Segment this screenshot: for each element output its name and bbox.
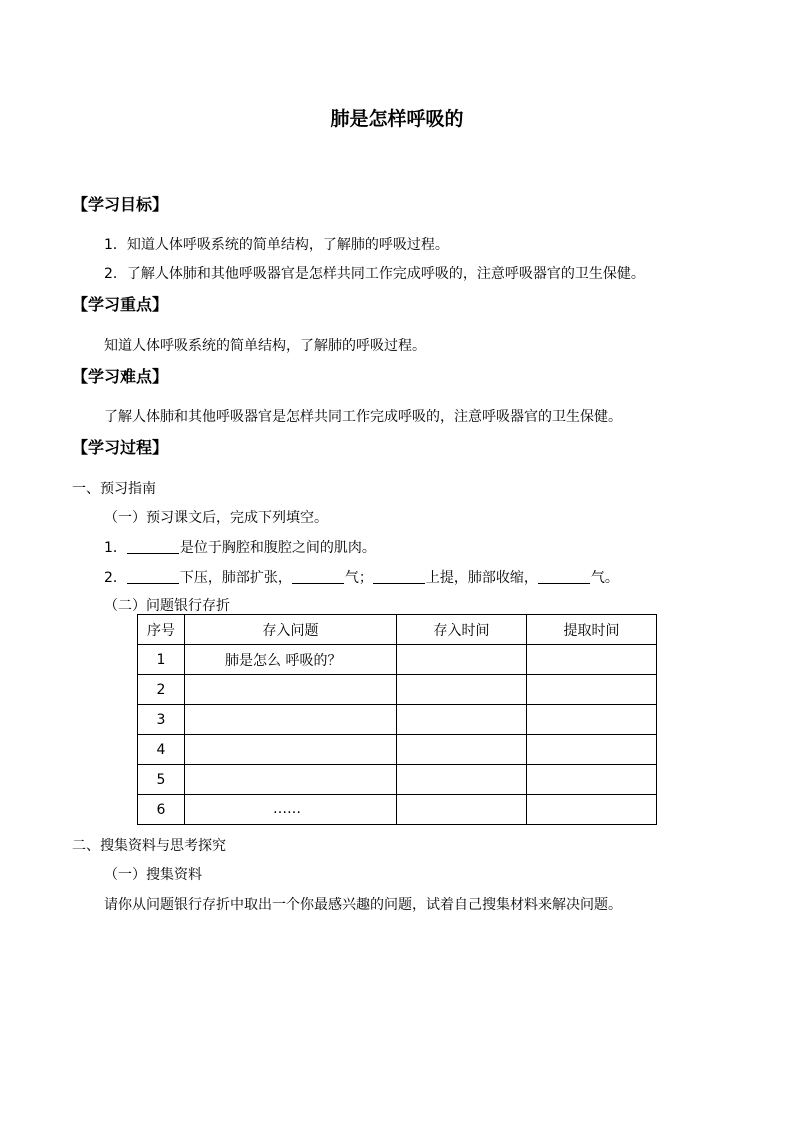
table-row (138, 765, 657, 795)
part1-title: 一、预习指南 (72, 481, 156, 497)
header-cell: 提取时间 (527, 615, 657, 645)
q1-number: 1． (104, 540, 127, 556)
answer-blank[interactable] (292, 569, 344, 584)
key-heading: 【学习重点】 (72, 295, 169, 314)
question-cell[interactable]: 肺是怎么 呼吸的？ (185, 645, 397, 675)
difficulty-heading: 【学习难点】 (72, 367, 169, 386)
fill-question-2 (104, 567, 619, 587)
key-text: 知道人体呼吸系统的简单结构，了解肺的呼吸过程。 (104, 338, 426, 354)
deposit-time-cell[interactable] (397, 795, 527, 825)
question-bank-table (137, 614, 657, 825)
question-cell[interactable] (185, 675, 397, 705)
row-number: 5 (138, 765, 185, 795)
withdraw-time-cell[interactable] (527, 675, 657, 705)
table-row (138, 645, 657, 675)
question-cell[interactable] (185, 765, 397, 795)
answer-blank[interactable] (127, 539, 179, 554)
answer-blank[interactable] (373, 569, 425, 584)
table-row (138, 795, 657, 825)
row-number: 3 (138, 705, 185, 735)
withdraw-time-cell[interactable] (527, 795, 657, 825)
table-row (138, 735, 657, 765)
table-header-row (138, 615, 657, 645)
page-title: 肺是怎样呼吸的 (330, 108, 464, 130)
deposit-time-cell[interactable] (397, 765, 527, 795)
q2-text-d: 气。 (590, 570, 619, 586)
row-number: 2 (138, 675, 185, 705)
process-heading: 【学习过程】 (72, 438, 169, 457)
question-cell[interactable] (185, 705, 397, 735)
part2-title: 二、搜集资料与思考探究 (72, 838, 226, 854)
header-cell: 存入问题 (185, 615, 397, 645)
goal-item-1: 1．知道人体呼吸系统的简单结构，了解肺的呼吸过程。 (104, 237, 449, 253)
difficulty-text: 了解人体肺和其他呼吸器官是怎样共同工作完成呼吸的，注意呼吸器官的卫生保健。 (104, 409, 622, 425)
withdraw-time-cell[interactable] (527, 765, 657, 795)
part2-sub1: （一）搜集资料 (104, 867, 202, 883)
q2-number: 2． (104, 570, 127, 586)
row-number: 1 (138, 645, 185, 675)
goal-item-2: 2．了解人体肺和其他呼吸器官是怎样共同工作完成呼吸的，注意呼吸器官的卫生保健。 (104, 266, 645, 282)
deposit-time-cell[interactable] (397, 705, 527, 735)
deposit-time-cell[interactable] (397, 735, 527, 765)
deposit-time-cell[interactable] (397, 645, 527, 675)
part2-text: 请你从问题银行存折中取出一个你最感兴趣的问题，试着自己搜集材料来解决问题。 (104, 897, 622, 913)
deposit-time-cell[interactable] (397, 675, 527, 705)
header-cell: 序号 (138, 615, 185, 645)
part1-sub1: （一）预习课文后，完成下列填空。 (104, 510, 328, 526)
withdraw-time-cell[interactable] (527, 705, 657, 735)
row-number: 6 (138, 795, 185, 825)
header-cell: 存入时间 (397, 615, 527, 645)
answer-blank[interactable] (127, 569, 179, 584)
q2-text-b: 气； (344, 570, 373, 586)
withdraw-time-cell[interactable] (527, 735, 657, 765)
withdraw-time-cell[interactable] (527, 645, 657, 675)
question-cell[interactable] (185, 735, 397, 765)
q2-text-a: 下压，肺部扩张， (179, 570, 292, 586)
q1-text: 是位于胸腔和腹腔之间的肌肉。 (179, 540, 376, 556)
answer-blank[interactable] (538, 569, 590, 584)
question-cell[interactable]: …… (185, 795, 397, 825)
row-number: 4 (138, 735, 185, 765)
q2-text-c: 上提，肺部收缩， (425, 570, 538, 586)
table-row (138, 705, 657, 735)
table-row (138, 675, 657, 705)
fill-question-1 (104, 537, 376, 557)
part1-sub2: （二）问题银行存折 (104, 598, 230, 614)
goals-heading: 【学习目标】 (72, 195, 169, 214)
